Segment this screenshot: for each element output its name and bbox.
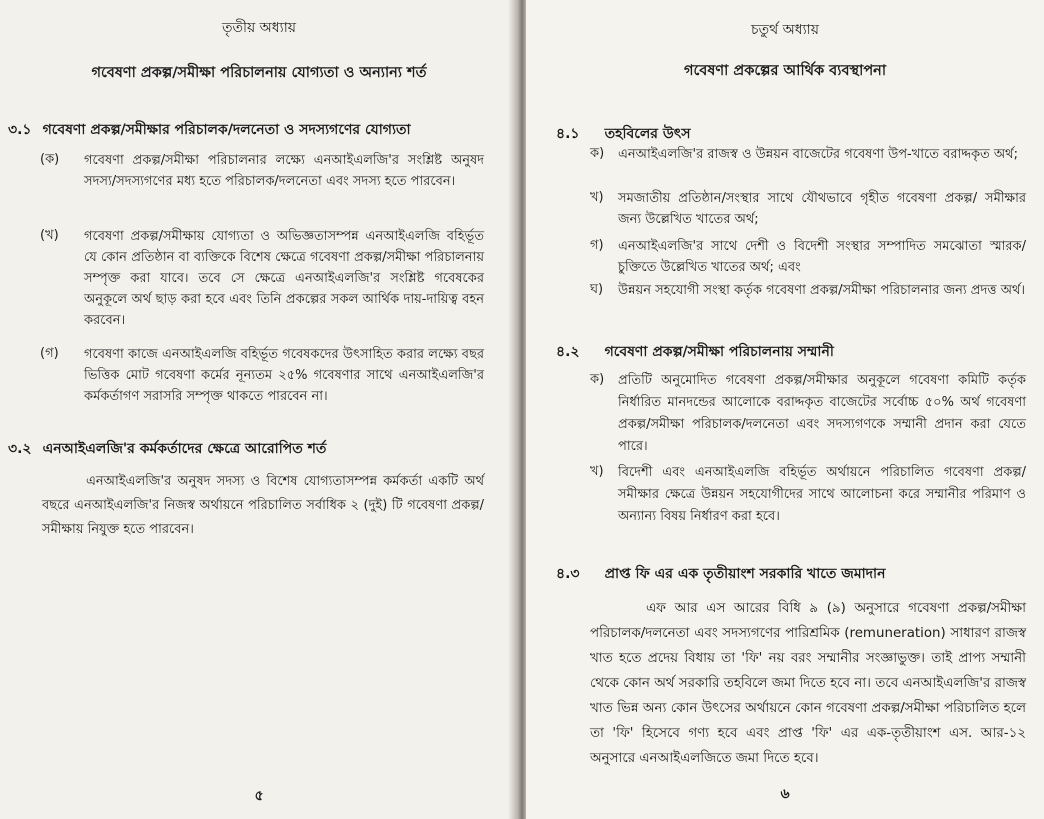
chapter-title: গবেষণা প্রকল্প/সমীক্ষা পরিচালনায় যোগ্যতা ও অন্যান্য শর্ত — [91, 65, 427, 81]
list-text: সমজাতীয় প্রতিষ্ঠান/সংস্থার সাথে যৌথভাবে গৃহীত গবেষণা প্রকল্প/ সমীক্ষার জন্য উল্লেখিত খাতের অর্থ; — [618, 191, 1026, 227]
left-page — [0, 0, 518, 819]
list-text: গবেষণা কাজে এনআইএলজি বহির্ভূত গবেষকদের উৎসাহিত করার লক্ষ্যে বছর ভিত্তিক মোট গবেষণা কর্মের নূন্যতম ২৫% গবেষণার সাথে এনআইএলজি'র কর্মকর্তাগণ সরাসরি সম্পৃক্ত থাকতে পারবেন না। — [84, 347, 484, 404]
section-number: ৪.৩ — [556, 566, 580, 582]
section-heading — [556, 122, 691, 146]
section-title: গবেষণা প্রকল্প/সমীক্ষা পরিচালনায় সম্মানী — [604, 344, 834, 360]
list-item — [40, 226, 484, 331]
section-number: ৩.১ — [8, 122, 32, 138]
right-page — [526, 0, 1044, 819]
list-marker: (ক) — [40, 152, 60, 167]
list-marker: খ) — [590, 464, 604, 479]
section-heading — [556, 340, 834, 364]
chapter-label: তৃতীয় অধ্যায় — [221, 20, 297, 36]
page-number: ৬ — [780, 786, 790, 802]
list-text: এনআইএলজি'র সাথে দেশী ও বিদেশী সংস্থার সম্পাদিত সমঝোতা স্মারক/চুক্তিতে উল্লেখিত খাতের অর্থ; এবং — [618, 239, 1026, 275]
section-title: তহবিলের উৎস — [604, 126, 691, 142]
list-text: গবেষণা প্রকল্প/সমীক্ষায় যোগ্যতা ও অভিজ্ঞতাসম্পন্ন এনআইএলজি বহির্ভূত যে কোন প্রতিষ্ঠান বা ব্যক্তিকে বিশেষ ক্ষেত্রে গবেষণা প্রকল্প/সমীক্ষা পরিচালনায় সম্পৃক্ত করা যাবে। তবে সে ক্ষেত্রে এনআইএলজি'র সংশ্লিষ্ট গবেষকের অনুকূলে অর্থ ছাড় করা হবে এবং তিনি প্রকল্পের সকল আর্থিক দায়-দায়িত্ব বহন করবেন। — [84, 229, 484, 328]
section-paragraph: এনআইএলজি'র অনুষদ সদস্য ও বিশেষ যোগ্যতাসম্পন্ন কর্মকর্তা একটি অর্থ বছরে এনআইএলজি'র নিজস্ব অর্থায়নে পরিচালিত সর্বাধিক ২ (দুই) টি গবেষণা প্রকল্প/সমীক্ষায় নিযুক্ত হতে পারবেন। — [42, 474, 484, 537]
list-text: উন্নয়ন সহযোগী সংস্থা কর্তৃক গবেষণা প্রকল্প/সমীক্ষা পরিচালনার জন্য প্রদত্ত অর্থ। — [618, 283, 1026, 298]
chapter-label: চতুর্থ অধ্যায় — [751, 22, 819, 38]
list-marker: ক) — [590, 372, 605, 387]
section-heading — [556, 562, 885, 586]
list-marker: (গ) — [40, 346, 59, 361]
list-marker: (খ) — [40, 228, 59, 243]
section-paragraph: এফ আর এস আরের বিধি ৯ (৯) অনুসারে গবেষণা প্রকল্প/সমীক্ষা পরিচালক/দলনেতা এবং সদস্যগণের পারিশ্রমিক (remuneration) সাধারণ রাজস্ব খাত হতে প্রদেয় বিধায় তা 'ফি' নয় বরং সম্মানীর সংজ্ঞাভুক্ত। তাই প্রাপ্য সম্মানী থেকে কোন অর্থ সরকারি তহবিলে জমা দিতে হবে না। তবে এনআইএলজি'র রাজস্ব খাত ভিন্ন অন্য কোন উৎসের অর্থায়নে কোন গবেষণা প্রকল্প/সমীক্ষা পরিচালিত হলে তা 'ফি' হিসেবে গণ্য হবে এবং প্রাপ্ত 'ফি' এর এক-তৃতীয়াংশ এস. আর-১২ অনুসারে এনআইএলজিতে জমা দিতে হবে। — [590, 601, 1026, 766]
list-item — [590, 188, 1026, 230]
chapter-title: গবেষণা প্রকল্পের আর্থিক ব্যবস্থাপনা — [683, 63, 887, 79]
list-text: গবেষণা প্রকল্প/সমীক্ষা পরিচালনার লক্ষ্যে এনআইএলজি'র সংশ্লিষ্ট অনুষদ সদস্য/সদস্যগণের মধ্য হতে পরিচালক/দলনেতা এবং সদস্য হতে পারবেন। — [84, 153, 484, 189]
list-item — [40, 344, 484, 407]
list-item — [590, 144, 1026, 165]
page-number: ৫ — [254, 788, 264, 804]
list-text: এনআইএলজি'র রাজস্ব ও উন্নয়ন বাজেটের গবেষণা উপ-খাতে বরাদ্দকৃত অর্থ; — [618, 147, 1018, 162]
list-marker: ঘ) — [590, 282, 604, 297]
list-marker: ক) — [590, 146, 605, 161]
section-number: ৩.২ — [8, 441, 32, 457]
section-number: ৪.২ — [556, 344, 580, 360]
list-item — [590, 236, 1026, 278]
section-title: প্রাপ্ত ফি এর এক তৃতীয়াংশ সরকারি খাতে জমাদান — [604, 566, 886, 582]
list-item — [590, 370, 1026, 458]
list-item — [590, 280, 1026, 301]
section-heading — [8, 437, 326, 461]
list-marker: গ) — [590, 238, 604, 253]
section-title: গবেষণা প্রকল্প/সমীক্ষার পরিচালক/দলনেতা ও সদস্যগণের যোগ্যতা — [42, 122, 411, 138]
section-title: এনআইএলজি'র কর্মকর্তাদের ক্ষেত্রে আরোপিত শর্ত — [42, 441, 327, 457]
list-text: প্রতিটি অনুমোদিত গবেষণা প্রকল্প/সমীক্ষার অনুকূলে গবেষণা কমিটি কর্তৃক নির্ধারিত মানদন্ডের আলোকে বরাদ্দকৃত বাজেটের সর্বোচ্চ ৫০% অর্থ গবেষণা প্রকল্প/সমীক্ষা পরিচালক/দলনেতা এবং সদস্যগণকে সম্মানী প্রদান করা যেতে পারে। — [618, 373, 1026, 454]
list-text: বিদেশী এবং এনআইএলজি বহির্ভূত অর্থায়নে পরিচালিত গবেষণা প্রকল্প/সমীক্ষার ক্ষেত্রে উন্নয়ন সহযোগীদের সাথে আলোচনা করে সম্মানীর পরিমাণ ও অন্যান্য বিষয় নির্ধারণ করা হবে। — [618, 465, 1026, 524]
section-heading — [8, 118, 411, 142]
section-number: ৪.১ — [556, 126, 580, 142]
list-marker: খ) — [590, 190, 604, 205]
list-item — [40, 150, 484, 192]
list-item — [590, 462, 1026, 528]
